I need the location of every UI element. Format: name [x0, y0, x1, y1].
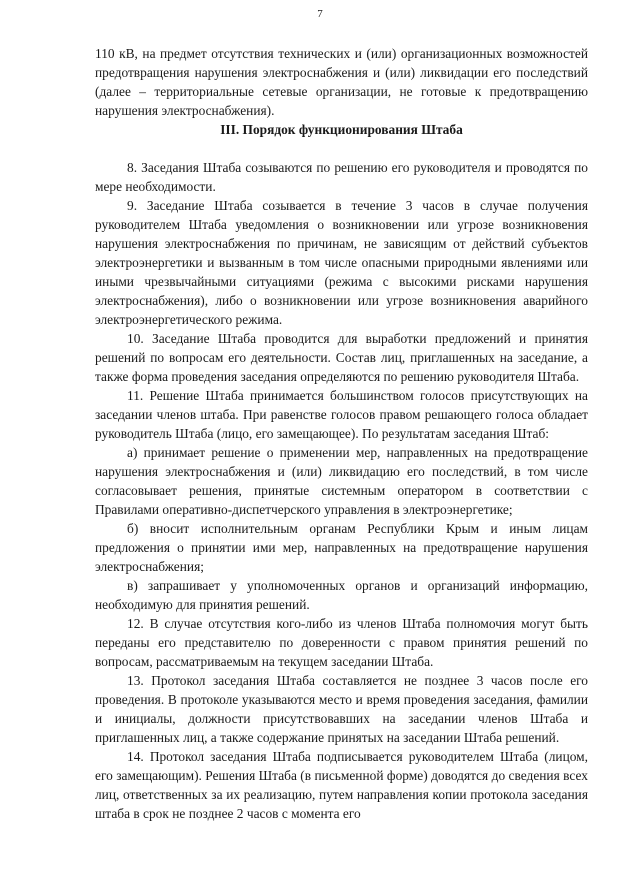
paragraph-12: 12. В случае отсутствия кого-либо из членов Штаба полномочия могут быть переданы его представителю по доверенности с правом принятия решений по вопросам, рассматриваемым на текущем заседании Штаба. — [95, 616, 588, 669]
paragraph-13: 13. Протокол заседания Штаба составляется не позднее 3 часов после его проведения. В протоколе указываются место и время проведения заседания, фамилии и инициалы, должности присутствовавших на заседании членов Штаба и приглашенных лиц, а также содержание принятых на заседании Штаба решений. — [95, 673, 588, 745]
paragraph-11: 11. Решение Штаба принимается большинством голосов присутствующих на заседании членов штаба. При равенстве голосов правом решающего голоса обладает руководитель Штаба (лицо, его замещающее). По результатам заседания Штаб: — [95, 388, 588, 441]
document-body — [95, 44, 588, 823]
paragraph-9: 9. Заседание Штаба созывается в течение 3 часов в случае получения руководителем Штаба уведомления о возникновении или угрозе возникновения нарушения электроснабжения по причинам, не зависящим от действий субъектов электроэнергетики и вызванным в том числе опасными природными явлениями или иными чрезвычайными ситуациями (режима с высокими рисками нарушения электроснабжения), либо о возникновении или угрозе возникновения аварийного электроэнергетического режима. — [95, 198, 588, 327]
intro-paragraph: 110 кВ, на предмет отсутствия технических и (или) организационных возможностей предотвращения нарушения электроснабжения и (или) ликвидации его последствий (далее – территориальные сетевые организации, не готовые к предотвращению нарушения электроснабжения). — [95, 46, 588, 118]
paragraph-10: 10. Заседание Штаба проводится для выработки предложений и принятия решений по вопросам его деятельности. Состав лиц, приглашенных на заседание, а также форма проведения заседания определяются по решению руководителя Штаба. — [95, 331, 588, 384]
subparagraph-a: а) принимает решение о применении мер, направленных на предотвращение нарушения электроснабжения и (или) ликвидацию его последствий, в том числе согласовывает решения, принятые системным оператором в соответствии с Правилами оперативно-диспетчерского управления в электроэнергетике; — [95, 445, 588, 517]
subparagraph-v: в) запрашивает у уполномоченных органов и организаций информацию, необходимую для принятия решений. — [95, 578, 588, 612]
page-number: 7 — [317, 8, 323, 20]
paragraph-8: 8. Заседания Штаба созываются по решению его руководителя и проводятся по мере необходимости. — [95, 160, 588, 194]
section-heading: III. Порядок функционирования Штаба — [220, 122, 463, 137]
paragraph-14: 14. Протокол заседания Штаба подписывается руководителем Штаба (лицом, его замещающим). Решения Штаба (в письменной форме) доводятся до сведения всех лиц, ответственных за их реализацию, путем направления копии протокола заседания штаба в срок не позднее 2 часов с момента его — [95, 749, 588, 821]
subparagraph-b: б) вносит исполнительным органам Республики Крым и иным лицам предложения о принятии ими мер, направленных на предотвращение нарушения электроснабжения; — [95, 521, 588, 574]
